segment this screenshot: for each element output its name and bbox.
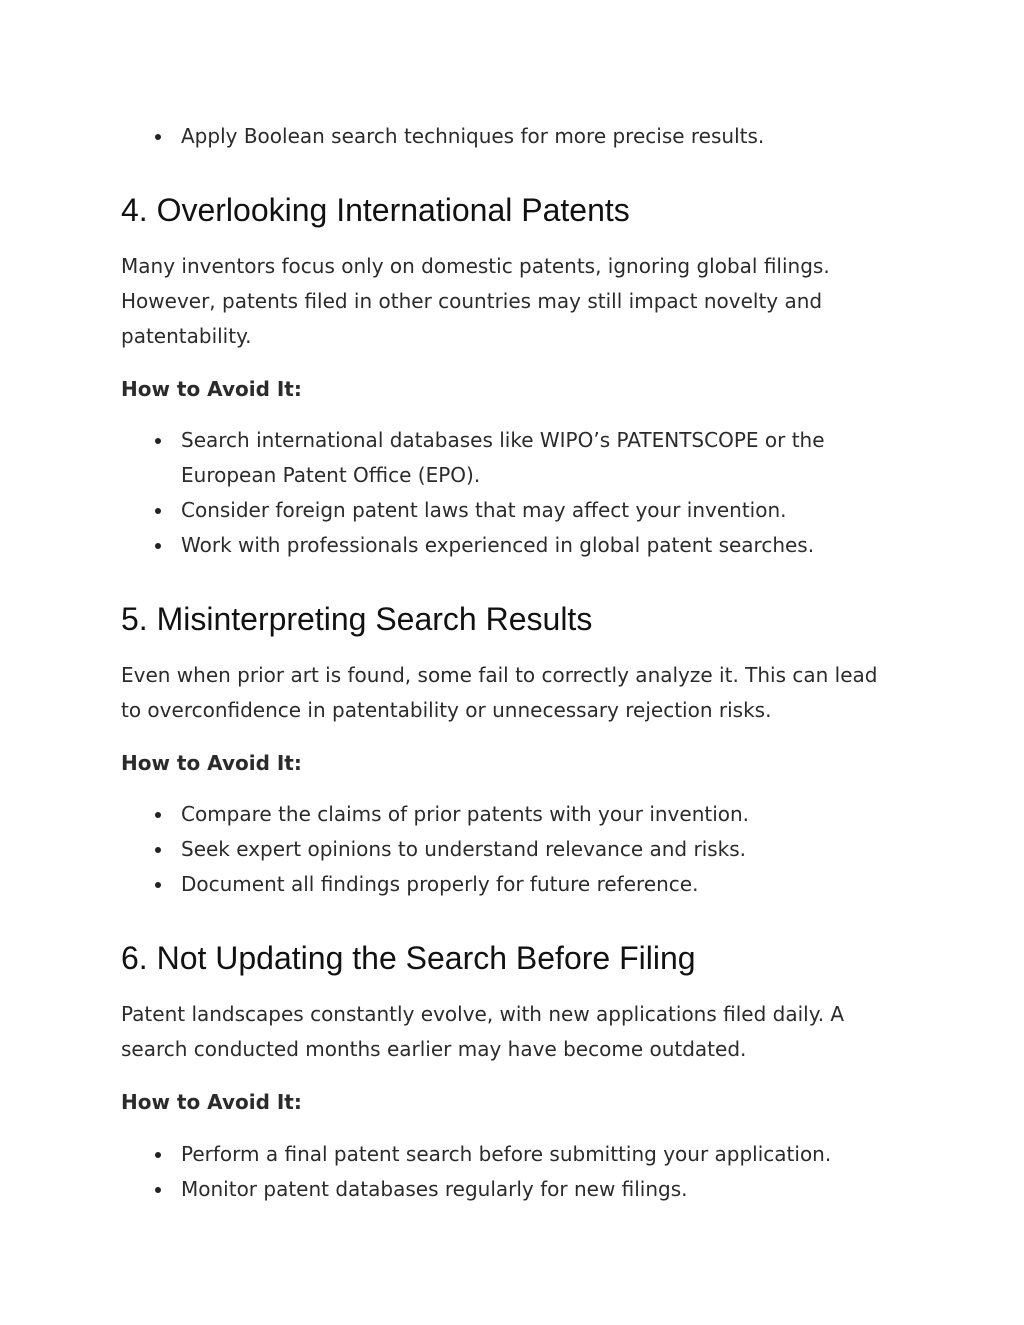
section-subhead: How to Avoid It: <box>121 1090 302 1114</box>
list-item: Seek expert opinions to understand relevance and risks. <box>121 832 901 867</box>
section-paragraph: Patent landscapes constantly evolve, with new applications filed daily. A search conducted months earlier may have become outdated. <box>121 1002 845 1061</box>
section-heading: 5. Misinterpreting Search Results <box>121 601 593 637</box>
bullet-icon <box>155 543 161 549</box>
bullet-icon <box>155 134 161 140</box>
list-item: Document all findings properly for future reference. <box>121 867 901 902</box>
section-subhead: How to Avoid It: <box>121 377 302 401</box>
list-item: Apply Boolean search techniques for more precise results. <box>121 119 901 154</box>
bullet-icon <box>155 508 161 514</box>
section-paragraph: Even when prior art is found, some fail to correctly analyze it. This can lead to overconfidence in patentability or unnecessary rejection risks. <box>121 663 878 722</box>
list-item: Compare the claims of prior patents with your invention. <box>121 797 901 832</box>
section-subhead: How to Avoid It: <box>121 751 302 775</box>
bullet-icon <box>155 1152 161 1158</box>
bullet-icon <box>155 438 161 444</box>
section-bullet-list <box>121 1137 901 1207</box>
list-item: Perform a final patent search before submitting your application. <box>121 1137 901 1172</box>
list-item: Consider foreign patent laws that may affect your invention. <box>121 493 901 528</box>
section-paragraph: Many inventors focus only on domestic patents, ignoring global filings. However, patents filed in other countries may still impact novelty and patentability. <box>121 254 830 348</box>
bullet-icon <box>155 847 161 853</box>
intro-bullet-list <box>121 119 901 154</box>
bullet-icon <box>155 882 161 888</box>
bullet-icon <box>155 1187 161 1193</box>
list-item: Work with professionals experienced in global patent searches. <box>121 528 901 563</box>
list-item: Search international databases like WIPO’s PATENTSCOPE or the European Patent Office (EPO). <box>121 423 901 493</box>
section-bullet-list <box>121 423 901 563</box>
section-heading: 4. Overlooking International Patents <box>121 192 630 228</box>
bullet-icon <box>155 812 161 818</box>
section-heading: 6. Not Updating the Search Before Filing <box>121 940 696 976</box>
list-item: Monitor patent databases regularly for new filings. <box>121 1172 901 1207</box>
section-bullet-list <box>121 797 901 902</box>
